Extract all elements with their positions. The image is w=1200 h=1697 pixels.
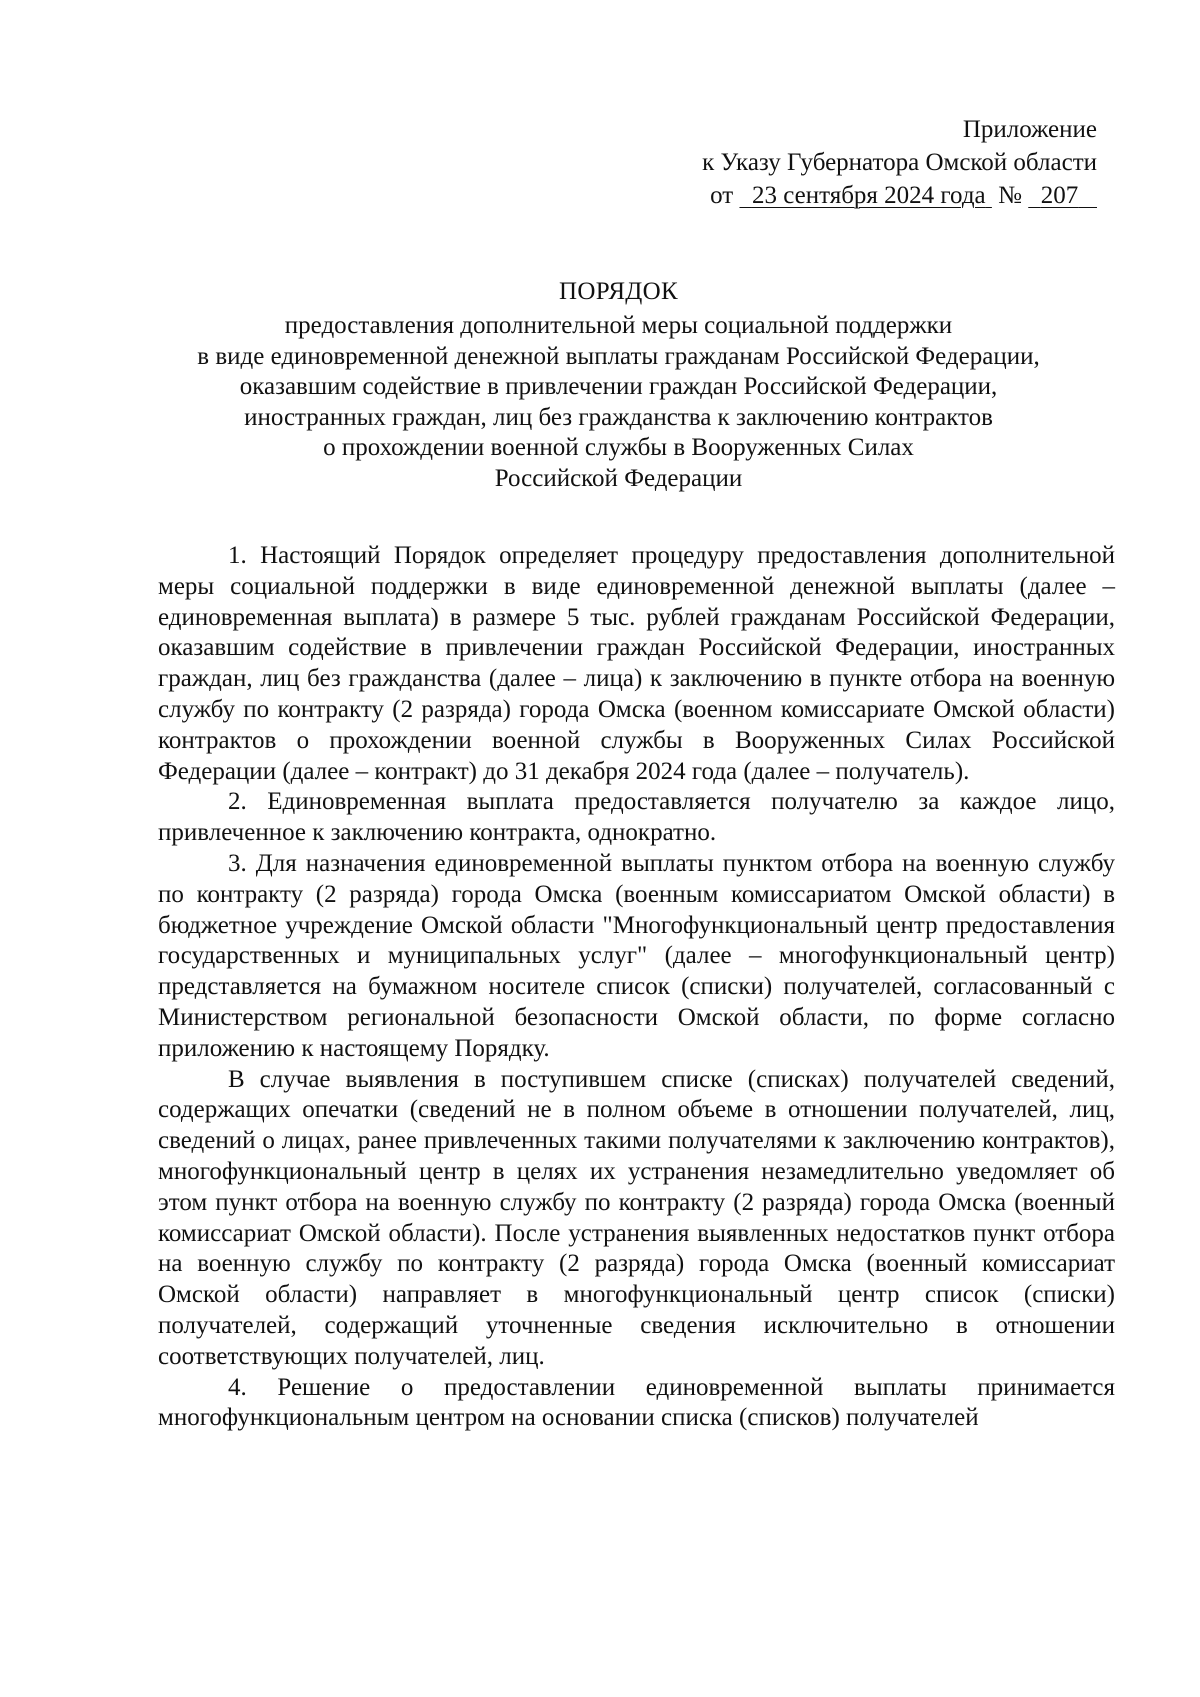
document-subtitle-line: Российской Федерации <box>494 464 743 492</box>
annex-decree-reference: к Указу Губернатора Омской области <box>702 149 1097 176</box>
annex-number-sign: № <box>998 182 1022 209</box>
document-subtitle-line: предоставления дополнительной меры социальной поддержки <box>284 312 953 339</box>
paragraph-4: 4. Решение о предоставлении единовременной выплаты принимается многофункциональным центром на основании списка (списков) получателей <box>158 1373 1115 1432</box>
document-subtitle-line: о прохождении военной службы в Вооруженных Силах <box>323 434 914 462</box>
document-subtitle-line: иностранных граждан, лиц без гражданства к заключению контрактов <box>244 403 993 431</box>
paragraph-1: 1. Настоящий Порядок определяет процедуру предоставления дополнительной меры социальной поддержки в виде единовременной денежной выплаты (далее – единовременная выплата) в размере 5 тыс. рублей гражданам Российской Федерации, оказавшим содействие в привлечении граждан Российской Федерации, иностранных граждан, лиц без гражданства (далее – лица) к заключению в пункте отбора на военную службу по контракту (2 разряда) города Омска (военном комиссариате Омской области) контрактов о прохождении военной службы в Вооруженных Силах Российской Федерации (далее – контракт) до 31 декабря 2024 года (далее – получатель). <box>158 542 1115 785</box>
annex-date-value: 23 сентября 2024 года <box>751 182 986 209</box>
annex-header <box>702 113 1097 212</box>
paragraph-2: 2. Единовременная выплата предоставляется получателю за каждое лицо, привлеченное к заключению контракта, однократно. <box>158 788 1115 847</box>
annex-date-line <box>702 179 1097 212</box>
annex-number-value: 207 <box>1040 182 1079 209</box>
document-body <box>158 541 1115 1434</box>
document-subtitle-line: в виде единовременной денежной выплаты гражданам Российской Федерации, <box>197 342 1040 370</box>
annex-date-prefix: от <box>710 182 734 209</box>
document-subtitle-line: оказавшим содействие в привлечении граждан Российской Федерации, <box>239 373 998 401</box>
annex-label: Приложение <box>962 116 1097 143</box>
paragraph-3-continued: В случае выявления в поступившем списке (списках) получателей сведений, содержащих опечатки (сведений не в полном объеме в отношении получателей, лиц, сведений о лицах, ранее привлеченных такими получателями к заключению контрактов), многофункциональный центр в целях их устранения незамедлительно уведомляет об этом пункт отбора на военную службу по контракту (2 разряда) города Омска (военный комиссариат Омской области). После устранения выявленных недостатков пункт отбора на военную службу по контракту (2 разряда) города Омска (военный комиссариат Омской области) направляет в многофункциональный центр список (списки) получателей, содержащий уточненные сведения исключительно в отношении соответствующих получателей, лиц. <box>158 1065 1115 1370</box>
document-title-block <box>140 275 1097 495</box>
document-title: ПОРЯДОК <box>559 278 678 305</box>
paragraph-3: 3. Для назначения единовременной выплаты пунктом отбора на военную службу по контракту (2 разряда) города Омска (военным комиссариатом Омской области) в бюджетное учреждение Омской области "Многофункциональный центр предоставления государственных и муниципальных услуг" (далее – многофункциональный центр) представляется на бумажном носителе список (списки) получателей, согласованный с Министерством региональной безопасности Омской области, по форме согласно приложению к настоящему Порядку. <box>158 849 1115 1062</box>
